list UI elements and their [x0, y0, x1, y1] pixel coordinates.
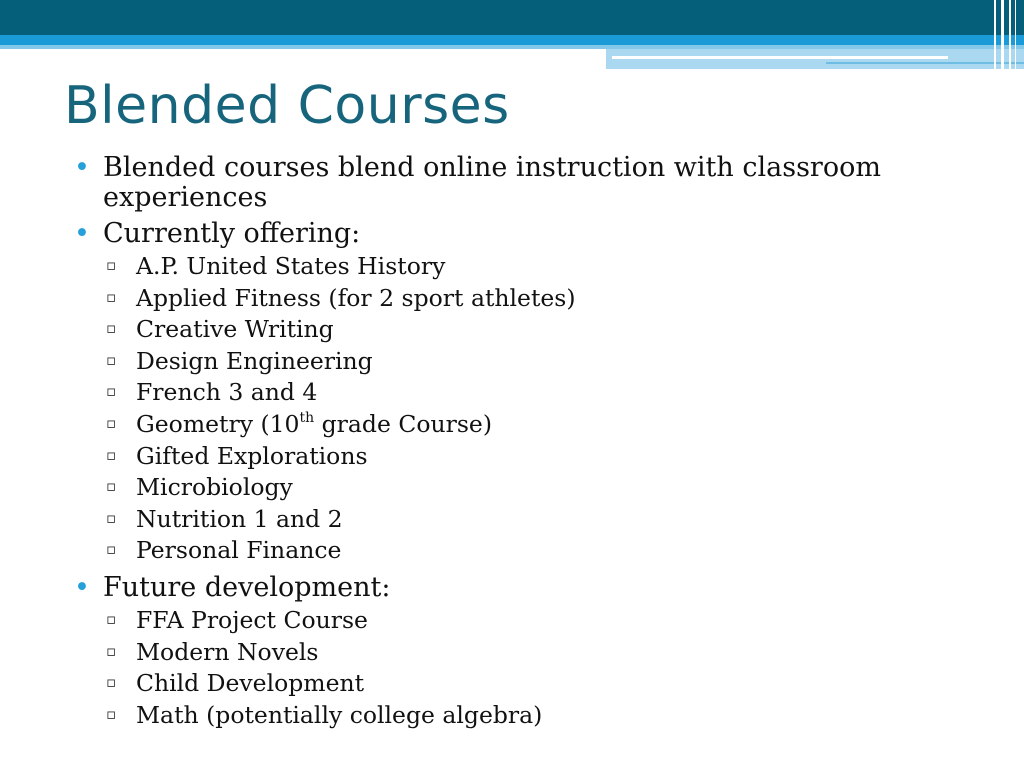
bullet-item — [74, 153, 954, 213]
sub-bullet-item — [74, 409, 954, 441]
bullet-text: Future development: — [103, 571, 391, 603]
sub-bullet-item — [74, 535, 954, 567]
sub-bullet-item — [74, 314, 954, 346]
sub-bullet-text: Microbiology — [136, 473, 293, 502]
hollow-square-bullet-icon: ▫ — [106, 287, 117, 306]
sub-bullet-text: Child Development — [136, 669, 365, 698]
sub-bullet-text: A.P. United States History — [136, 252, 446, 280]
header-vertical-stripe — [994, 0, 996, 70]
header-band-dark — [0, 0, 1024, 35]
bullet-text: Blended courses blend online instruction with classroom experiences — [103, 152, 881, 213]
hollow-square-bullet-icon: ▫ — [106, 540, 117, 559]
sub-bullet-text-geometry-prefix: Geometry (10 — [136, 409, 300, 438]
bullet-list — [74, 153, 954, 731]
hollow-square-bullet-icon: ▫ — [106, 350, 117, 369]
header-accent-line — [612, 56, 948, 59]
sub-bullet-text: Applied Fitness (for 2 sport athletes) — [136, 283, 576, 312]
circle-bullet-icon: • — [74, 571, 90, 603]
sub-bullet-item — [74, 377, 954, 409]
sub-bullet-text: Nutrition 1 and 2 — [136, 504, 343, 533]
hollow-square-bullet-icon: ▫ — [106, 704, 117, 723]
hollow-square-bullet-icon: ▫ — [106, 609, 117, 628]
hollow-square-bullet-icon: ▫ — [106, 508, 117, 527]
slide-title: Blended Courses — [64, 76, 510, 136]
sub-bullet-item — [74, 441, 954, 473]
sub-bullet-text-geometry-suffix: grade Course) — [314, 409, 492, 438]
sub-bullet-text: Design Engineering — [136, 346, 373, 375]
bullet-item — [74, 573, 954, 731]
hollow-square-bullet-icon: ▫ — [106, 673, 117, 692]
sub-bullet-item — [74, 283, 954, 315]
sub-bullet-text: French 3 and 4 — [136, 378, 318, 407]
hollow-square-bullet-icon: ▫ — [106, 256, 117, 274]
sub-bullet-item — [74, 346, 954, 378]
sub-bullet-text: Modern Novels — [136, 637, 319, 666]
header-band-light — [0, 35, 1024, 45]
sub-bullet-list — [103, 605, 954, 731]
sub-bullet-item — [74, 504, 954, 536]
sub-bullet-item — [74, 668, 954, 700]
sub-bullet-text: Math (potentially college algebra) — [136, 700, 543, 729]
sub-bullet-item — [74, 700, 954, 732]
hollow-square-bullet-icon: ▫ — [106, 413, 117, 432]
hollow-square-bullet-icon: ▫ — [106, 382, 117, 401]
circle-bullet-icon: • — [74, 218, 90, 249]
sub-bullet-item — [74, 637, 954, 669]
sub-bullet-text: Personal Finance — [136, 536, 342, 565]
sub-bullet-text: Gifted Explorations — [136, 441, 368, 470]
sub-bullet-list — [103, 251, 954, 567]
header-vertical-stripe — [1001, 0, 1004, 70]
hollow-square-bullet-icon: ▫ — [106, 319, 117, 338]
circle-bullet-icon: • — [74, 152, 90, 183]
bullet-text: Currently offering: — [103, 218, 361, 249]
hollow-square-bullet-icon: ▫ — [106, 445, 117, 464]
sub-bullet-text: Creative Writing — [136, 315, 334, 344]
hollow-square-bullet-icon: ▫ — [106, 477, 117, 496]
sub-bullet-item — [74, 605, 954, 637]
sub-bullet-text: FFA Project Course — [136, 605, 368, 634]
slide-content — [74, 153, 954, 737]
sub-bullet-item — [74, 251, 954, 283]
bullet-item — [74, 219, 954, 567]
hollow-square-bullet-icon: ▫ — [106, 641, 117, 660]
header-vertical-stripe — [1015, 0, 1016, 70]
header-vertical-stripe — [1009, 0, 1011, 70]
superscript-th: th — [299, 410, 315, 427]
sub-bullet-item — [74, 472, 954, 504]
header-accent-block — [606, 49, 1024, 69]
